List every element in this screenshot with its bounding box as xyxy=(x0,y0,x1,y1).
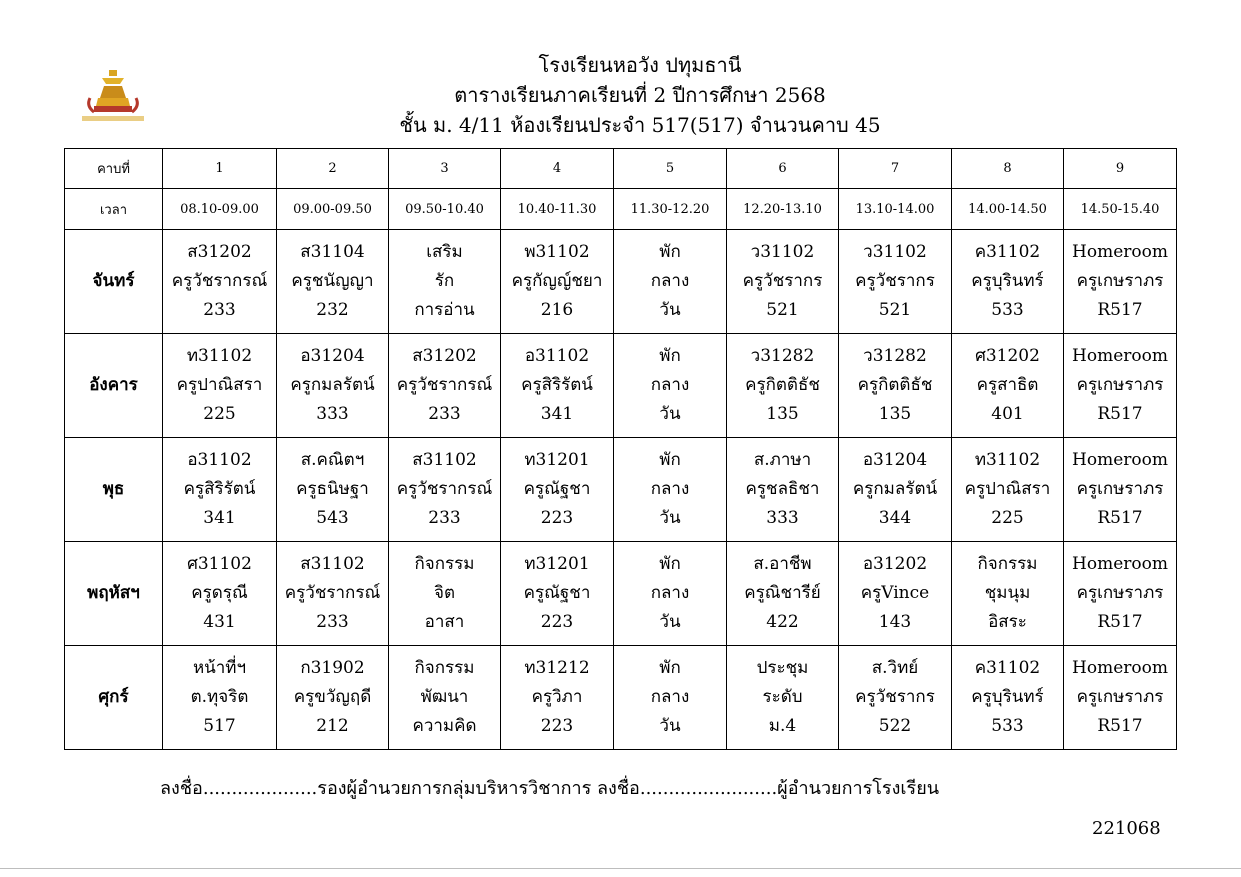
subject-code: Homeroom xyxy=(1072,450,1168,470)
subject-code: กิจกรรม xyxy=(414,658,475,678)
teacher-name: พัฒนา xyxy=(420,687,469,707)
class-cell xyxy=(839,646,952,750)
room-number: 422 xyxy=(766,612,799,632)
day-row xyxy=(65,438,1177,542)
class-cell xyxy=(614,646,727,750)
teacher-name: ครูชลธิชา xyxy=(745,479,820,499)
subject-code: ว31102 xyxy=(750,242,815,262)
class-cell xyxy=(614,230,727,334)
day-row xyxy=(65,646,1177,750)
subject-code: Homeroom xyxy=(1072,346,1168,366)
room-number: 543 xyxy=(316,508,349,528)
teacher-name: ครูสิริรัตน์ xyxy=(183,479,256,499)
time-slot: 14.00-14.50 xyxy=(952,189,1064,230)
teacher-name: ครูวิภา xyxy=(531,687,583,707)
period-number: 4 xyxy=(501,149,614,189)
period-header-row xyxy=(65,149,1177,189)
class-cell xyxy=(389,646,501,750)
subject-code: อ31102 xyxy=(187,450,252,470)
teacher-name: กลาง xyxy=(650,479,690,499)
teacher-name: กลาง xyxy=(650,583,690,603)
teacher-name: กลาง xyxy=(650,271,690,291)
subject-code: ประชุม xyxy=(756,658,809,678)
time-slot: 13.10-14.00 xyxy=(839,189,952,230)
class-cell xyxy=(952,334,1064,438)
day-name: พฤหัสฯ xyxy=(65,542,163,646)
class-cell xyxy=(277,646,389,750)
room-number: R517 xyxy=(1097,508,1143,528)
teacher-name: ครูบุรินทร์ xyxy=(971,687,1044,707)
room-number: R517 xyxy=(1097,300,1143,320)
teacher-name: ต.ทุจริต xyxy=(190,687,249,707)
school-crest-icon xyxy=(80,68,146,126)
class-cell xyxy=(614,438,727,542)
document-code: 221068 xyxy=(1092,818,1161,839)
room-number: 521 xyxy=(766,300,799,320)
day-name: จันทร์ xyxy=(65,230,163,334)
class-cell xyxy=(839,438,952,542)
room-number: ความคิด xyxy=(412,716,477,736)
teacher-name: ครูกมลรัตน์ xyxy=(852,479,938,499)
subject-code: ว31282 xyxy=(750,346,815,366)
class-cell xyxy=(1064,646,1177,750)
teacher-name: ครูชนัญญา xyxy=(291,271,374,291)
class-cell xyxy=(277,334,389,438)
room-number: 522 xyxy=(878,716,912,736)
class-cell xyxy=(727,438,839,542)
page-divider xyxy=(0,868,1241,869)
teacher-name: ครูบุรินทร์ xyxy=(971,271,1044,291)
room-number: 521 xyxy=(878,300,912,320)
subject-code: ก31902 xyxy=(300,658,365,678)
subject-code: ค31102 xyxy=(974,242,1041,262)
teacher-name: ครูวัชรากรณ์ xyxy=(396,479,493,499)
room-number: 223 xyxy=(540,612,574,632)
time-row xyxy=(65,189,1177,230)
period-number: 3 xyxy=(389,149,501,189)
subject-code: พัก xyxy=(659,658,681,678)
time-slot: 14.50-15.40 xyxy=(1064,189,1177,230)
room-number: R517 xyxy=(1097,404,1143,424)
room-number: 233 xyxy=(428,404,461,424)
class-cell xyxy=(277,230,389,334)
class-cell xyxy=(163,230,277,334)
class-info: ชั้น ม. 4/11 ห้องเรียนประจำ 517(517) จำนวนคาบ 45 xyxy=(399,113,881,137)
subject-code: พัก xyxy=(659,450,681,470)
class-cell xyxy=(727,542,839,646)
subject-code: ว31282 xyxy=(863,346,927,366)
teacher-name: กลาง xyxy=(650,687,690,707)
subject-code: หน้าที่ฯ xyxy=(192,658,247,678)
room-number: 344 xyxy=(878,508,912,528)
teacher-name: ครูวัชรากรณ์ xyxy=(284,583,381,603)
teacher-name: ครูปาณิสรา xyxy=(176,375,263,395)
subject-code: พัก xyxy=(659,346,681,366)
day-row xyxy=(65,334,1177,438)
subject-code: พัก xyxy=(659,242,681,262)
period-number: 2 xyxy=(277,149,389,189)
class-cell xyxy=(727,334,839,438)
subject-code: ส31102 xyxy=(412,450,477,470)
room-number: 401 xyxy=(991,404,1024,424)
class-cell xyxy=(389,542,501,646)
room-number: 233 xyxy=(428,508,461,528)
day-row xyxy=(65,542,1177,646)
subject-code: ท31102 xyxy=(974,450,1041,470)
subject-code: พ31102 xyxy=(524,242,590,262)
room-number: 533 xyxy=(991,300,1024,320)
room-number: 216 xyxy=(540,300,574,320)
time-slot: 11.30-12.20 xyxy=(614,189,727,230)
room-number: การอ่าน xyxy=(414,300,475,320)
room-number: ม.4 xyxy=(768,716,797,736)
teacher-name: ครูเกษราภร xyxy=(1076,271,1164,291)
room-number: 143 xyxy=(878,612,912,632)
class-cell xyxy=(501,438,614,542)
subject-code: ส.คณิตฯ xyxy=(300,450,365,470)
timetable xyxy=(64,148,1177,750)
period-number: 7 xyxy=(839,149,952,189)
time-slot: 09.00-09.50 xyxy=(277,189,389,230)
teacher-name: ครูวัชรากรณ์ xyxy=(171,271,268,291)
room-number: R517 xyxy=(1097,612,1143,632)
document-header xyxy=(300,50,980,140)
room-number: 533 xyxy=(991,716,1024,736)
class-cell xyxy=(614,542,727,646)
teacher-name: ครูกิตติธัช xyxy=(745,375,820,395)
class-cell xyxy=(163,438,277,542)
room-number: วัน xyxy=(659,404,681,424)
teacher-name: ครูกมลรัตน์ xyxy=(290,375,375,395)
teacher-name: ชุมนุม xyxy=(984,583,1031,603)
class-cell xyxy=(952,438,1064,542)
class-cell xyxy=(839,230,952,334)
teacher-name: กลาง xyxy=(650,375,690,395)
room-number: 517 xyxy=(203,716,236,736)
room-number: 233 xyxy=(316,612,349,632)
class-cell xyxy=(1064,542,1177,646)
class-cell xyxy=(614,334,727,438)
class-cell xyxy=(952,542,1064,646)
class-cell xyxy=(727,230,839,334)
teacher-name: ครูสาธิต xyxy=(976,375,1039,395)
subject-code: ท31212 xyxy=(524,658,590,678)
school-name: โรงเรียนหอวัง ปทุมธานี xyxy=(538,53,742,77)
class-cell xyxy=(727,646,839,750)
subject-code: ส31102 xyxy=(300,554,365,574)
teacher-name: ครูณิชารีย์ xyxy=(744,583,821,603)
teacher-name: ครูเกษราภร xyxy=(1076,583,1164,603)
room-number: วัน xyxy=(659,612,681,632)
time-slot: 09.50-10.40 xyxy=(389,189,501,230)
class-cell xyxy=(277,438,389,542)
subject-code: อ31204 xyxy=(862,450,928,470)
teacher-name: ครูณัฐชา xyxy=(523,479,591,499)
room-number: วัน xyxy=(659,300,681,320)
subject-code: ส.ภาษา xyxy=(753,450,812,470)
period-number: 5 xyxy=(614,149,727,189)
teacher-name: จิต xyxy=(433,583,455,603)
subject-code: Homeroom xyxy=(1072,554,1168,574)
signature-line: ลงชื่อ....................รองผู้อำนวยการกลุ่มบริหารวิชาการ ลงชื่อ........................ผู้อำนวยการโรงเรียน xyxy=(160,778,940,799)
teacher-name: ครูกิตติธัช xyxy=(857,375,933,395)
class-cell xyxy=(389,230,501,334)
time-label: เวลา xyxy=(65,189,163,230)
class-cell xyxy=(163,646,277,750)
room-number: 333 xyxy=(766,508,799,528)
teacher-name: ครูดรุณี xyxy=(191,583,248,603)
class-cell xyxy=(501,230,614,334)
room-number: วัน xyxy=(659,716,681,736)
room-number: 212 xyxy=(316,716,349,736)
class-cell xyxy=(839,542,952,646)
subject-code: อ31102 xyxy=(524,346,590,366)
subject-code: กิจกรรม xyxy=(414,554,475,574)
subject-code: เสริม xyxy=(426,242,463,262)
subject-code: ท31102 xyxy=(186,346,253,366)
teacher-name: ครูวัชรากร xyxy=(855,271,935,291)
room-number: 341 xyxy=(540,404,574,424)
class-cell xyxy=(501,646,614,750)
teacher-name: ครูขวัญฤดี xyxy=(293,687,372,707)
class-cell xyxy=(952,230,1064,334)
subject-code: ท31201 xyxy=(524,450,590,470)
class-cell xyxy=(163,542,277,646)
room-number: อาสา xyxy=(424,612,465,632)
subject-code: Homeroom xyxy=(1072,658,1168,678)
class-cell xyxy=(389,438,501,542)
day-name: อังคาร xyxy=(65,334,163,438)
teacher-name: ครูเกษราภร xyxy=(1076,687,1164,707)
class-cell xyxy=(501,542,614,646)
class-cell xyxy=(163,334,277,438)
teacher-name: รัก xyxy=(434,271,455,291)
teacher-name: ครูVince xyxy=(860,583,930,603)
room-number: 232 xyxy=(316,300,349,320)
room-number: 223 xyxy=(540,716,574,736)
teacher-name: ครูวัชรากร xyxy=(855,687,935,707)
subject-code: ส31202 xyxy=(187,242,252,262)
teacher-name: ครูวัชรากรณ์ xyxy=(396,375,493,395)
class-cell xyxy=(952,646,1064,750)
time-slot: 12.20-13.10 xyxy=(727,189,839,230)
teacher-name: ครูปาณิสรา xyxy=(964,479,1051,499)
period-number: 8 xyxy=(952,149,1064,189)
subject-code: กิจกรรม xyxy=(977,554,1038,574)
period-label: คาบที่ xyxy=(65,149,163,189)
room-number: 225 xyxy=(203,404,236,424)
teacher-name: ระดับ xyxy=(762,687,803,707)
room-number: อิสระ xyxy=(988,612,1027,632)
room-number: 233 xyxy=(203,300,236,320)
room-number: 431 xyxy=(203,612,236,632)
subject-code: อ31204 xyxy=(300,346,365,366)
time-slot: 08.10-09.00 xyxy=(163,189,277,230)
day-name: ศุกร์ xyxy=(65,646,163,750)
class-cell xyxy=(839,334,952,438)
subject-code: ส.วิทย์ xyxy=(871,658,919,678)
room-number: 333 xyxy=(316,404,349,424)
room-number: 225 xyxy=(991,508,1024,528)
teacher-name: ครูเกษราภร xyxy=(1076,375,1164,395)
room-number: R517 xyxy=(1097,716,1143,736)
subject-code: ศ31102 xyxy=(187,554,252,574)
room-number: 135 xyxy=(766,404,799,424)
subject-code: ท31201 xyxy=(524,554,590,574)
room-number: 223 xyxy=(540,508,574,528)
room-number: 135 xyxy=(878,404,912,424)
teacher-name: ครูวัชรากร xyxy=(742,271,823,291)
teacher-name: ครูเกษราภร xyxy=(1076,479,1164,499)
room-number: วัน xyxy=(659,508,681,528)
teacher-name: ครูกัญญ์ชยา xyxy=(511,271,603,291)
teacher-name: ครูสิริรัตน์ xyxy=(521,375,593,395)
class-cell xyxy=(1064,230,1177,334)
schedule-title: ตารางเรียนภาคเรียนที่ 2 ปีการศึกษา 2568 xyxy=(454,83,826,107)
subject-code: ส31104 xyxy=(300,242,365,262)
teacher-name: ครูธนิษฐา xyxy=(296,479,369,499)
teacher-name: ครูณัฐชา xyxy=(523,583,591,603)
subject-code: พัก xyxy=(659,554,681,574)
room-number: 341 xyxy=(203,508,236,528)
subject-code: Homeroom xyxy=(1072,242,1168,262)
subject-code: ว31102 xyxy=(863,242,927,262)
subject-code: ศ31202 xyxy=(975,346,1040,366)
day-row xyxy=(65,230,1177,334)
period-number: 6 xyxy=(727,149,839,189)
subject-code: ค31102 xyxy=(974,658,1041,678)
class-cell xyxy=(389,334,501,438)
subject-code: ส31202 xyxy=(412,346,477,366)
class-cell xyxy=(501,334,614,438)
period-number: 9 xyxy=(1064,149,1177,189)
class-cell xyxy=(1064,438,1177,542)
subject-code: อ31202 xyxy=(862,554,928,574)
class-cell xyxy=(277,542,389,646)
period-number: 1 xyxy=(163,149,277,189)
subject-code: ส.อาชีพ xyxy=(753,554,812,574)
time-slot: 10.40-11.30 xyxy=(501,189,614,230)
class-cell xyxy=(1064,334,1177,438)
day-name: พุธ xyxy=(65,438,163,542)
